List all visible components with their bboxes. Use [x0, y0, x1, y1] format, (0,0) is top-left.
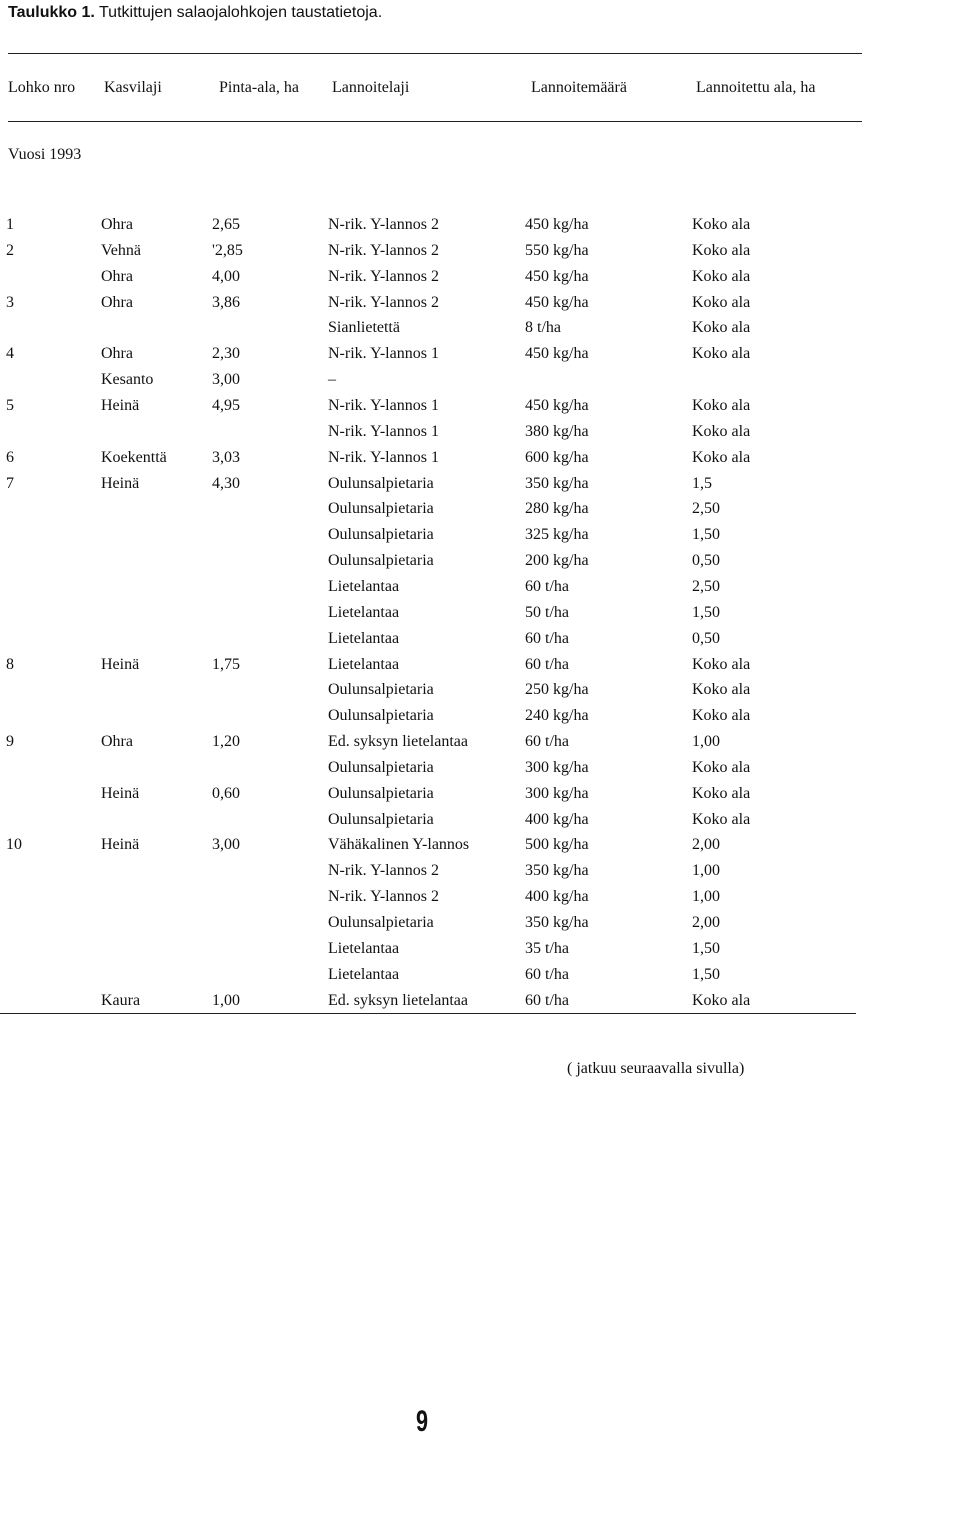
cell-lannoitemaara: 500 kg/ha	[525, 836, 589, 854]
cell-lannoitelaji: Vähäkalinen Y-lannos	[328, 836, 470, 854]
cell-lannoitelaji: Lietelantaa	[328, 655, 400, 673]
cell-lannoitemaara: 300 kg/ha	[525, 784, 589, 802]
cell-lannoitettu-ala: Koko ala	[692, 345, 751, 363]
cell-lannoitelaji: Lietelantaa	[328, 939, 400, 957]
cell-lannoitelaji: N-rik. Y-lannos 2	[328, 267, 439, 285]
cell-lannoitettu-ala: 2,00	[692, 914, 720, 931]
cell-lannoitelaji: Oulunsalpietaria	[328, 474, 434, 492]
cell-lannoitelaji: Lietelantaa	[328, 629, 400, 647]
cell-lohko-nro: 9	[6, 733, 14, 750]
cell-lannoitettu-ala: Koko ala	[692, 267, 751, 285]
cell-kasvilaji: Heinä	[101, 655, 140, 673]
cell-pinta-ala: 2,30	[212, 345, 240, 363]
cell-lannoitemaara: 350 kg/ha	[525, 862, 589, 880]
cell-lannoitettu-ala: 1,50	[692, 603, 720, 621]
cell-kasvilaji: Vehnä	[101, 241, 141, 259]
cell-pinta-ala: 4,95	[212, 397, 240, 414]
cell-lannoitemaara: 60 t/ha	[525, 577, 569, 595]
cell-lannoitettu-ala: 2,50	[692, 500, 720, 518]
cell-lannoitettu-ala: Koko ala	[692, 681, 751, 699]
cell-lannoitelaji: Oulunsalpietaria	[328, 552, 434, 569]
cell-lohko-nro: 5	[6, 397, 14, 414]
cell-lannoitemaara: 60 t/ha	[525, 733, 569, 750]
cell-lannoitettu-ala: Koko ala	[692, 655, 751, 673]
cell-lannoitemaara: 450 kg/ha	[525, 216, 589, 233]
cell-lannoitelaji: N-rik. Y-lannos 1	[328, 448, 439, 466]
cell-lannoitelaji: N-rik. Y-lannos 1	[328, 397, 439, 414]
cell-kasvilaji: Kesanto	[101, 371, 154, 389]
cell-pinta-ala: 1,20	[212, 733, 240, 750]
cell-pinta-ala: 1,75	[212, 655, 240, 673]
cell-lannoitelaji: N-rik. Y-lannos 2	[328, 862, 439, 880]
cell-lannoitettu-ala: 2,00	[692, 836, 720, 854]
cell-lannoitemaara: 35 t/ha	[525, 939, 569, 957]
cell-kasvilaji: Ohra	[101, 345, 133, 363]
header-pinta-ala: Pinta-ala, ha	[219, 79, 299, 96]
cell-lannoitettu-ala: Koko ala	[692, 991, 751, 1009]
cell-lannoitettu-ala: 1,00	[692, 862, 720, 880]
cell-lannoitelaji: Lietelantaa	[328, 965, 400, 983]
cell-lannoitettu-ala: 0,50	[692, 552, 720, 569]
cell-lohko-nro: 6	[6, 448, 14, 466]
cell-lannoitelaji: Oulunsalpietaria	[328, 758, 434, 776]
cell-pinta-ala: 3,86	[212, 293, 240, 311]
cell-lannoitelaji: Oulunsalpietaria	[328, 500, 434, 518]
cell-kasvilaji: Heinä	[101, 784, 140, 802]
year-label: Vuosi 1993	[8, 146, 82, 163]
cell-lannoitemaara: 380 kg/ha	[525, 422, 589, 440]
cell-lannoitemaara: 60 t/ha	[525, 655, 569, 673]
cell-lannoitettu-ala: Koko ala	[692, 758, 751, 776]
cell-lannoitettu-ala: Koko ala	[692, 293, 751, 311]
cell-lannoitettu-ala: Koko ala	[692, 319, 751, 337]
cell-lannoitettu-ala: 2,50	[692, 577, 720, 595]
cell-lannoitettu-ala: Koko ala	[692, 810, 751, 828]
cell-lannoitelaji: Sianlietettä	[328, 319, 400, 337]
cell-lannoitelaji: N-rik. Y-lannos 2	[328, 241, 439, 259]
cell-lannoitemaara: 450 kg/ha	[525, 267, 589, 285]
cell-lannoitelaji: Oulunsalpietaria	[328, 810, 434, 828]
cell-lannoitettu-ala: 1,5	[692, 474, 712, 492]
cell-lannoitelaji: Lietelantaa	[328, 603, 400, 621]
cell-lannoitelaji: Oulunsalpietaria	[328, 784, 434, 802]
cell-lannoitemaara: 600 kg/ha	[525, 448, 589, 466]
cell-kasvilaji: Ohra	[101, 267, 133, 285]
cell-lannoitettu-ala: Koko ala	[692, 448, 751, 466]
cell-lohko-nro: 4	[6, 345, 14, 363]
cell-pinta-ala: 2,65	[212, 216, 240, 233]
cell-kasvilaji: Koekenttä	[101, 448, 167, 466]
cell-lohko-nro: 2	[6, 241, 14, 259]
cell-lannoitettu-ala: 0,50	[692, 629, 720, 647]
cell-lannoitelaji: N-rik. Y-lannos 1	[328, 422, 439, 440]
cell-lannoitemaara: 60 t/ha	[525, 965, 569, 983]
cell-pinta-ala: 4,00	[212, 267, 240, 285]
cell-kasvilaji: Heinä	[101, 836, 140, 854]
cell-lannoitemaara: 450 kg/ha	[525, 397, 589, 414]
cell-lannoitettu-ala: 1,50	[692, 965, 720, 983]
cell-lannoitettu-ala: Koko ala	[692, 216, 751, 233]
cell-lannoitemaara: 350 kg/ha	[525, 914, 589, 931]
cell-lannoitemaara: 60 t/ha	[525, 991, 569, 1009]
cell-lannoitemaara: 400 kg/ha	[525, 810, 589, 828]
cell-lannoitemaara: 240 kg/ha	[525, 707, 589, 725]
cell-lannoitemaara: 50 t/ha	[525, 603, 569, 621]
cell-lannoitelaji: N-rik. Y-lannos 2	[328, 216, 439, 233]
cell-lannoitettu-ala: 1,00	[692, 733, 720, 750]
cell-pinta-ala: 3,00	[212, 836, 240, 854]
cell-lannoitemaara: 450 kg/ha	[525, 293, 589, 311]
table-title-text: Tutkittujen salaojalohkojen taustatietoja.	[99, 4, 383, 21]
cell-lannoitemaara: 300 kg/ha	[525, 758, 589, 776]
continuation-note: ( jatkuu seuraavalla sivulla)	[567, 1060, 745, 1077]
cell-lannoitemaara: 60 t/ha	[525, 629, 569, 647]
cell-kasvilaji: Ohra	[101, 733, 133, 750]
header-lannoitettu-ala: Lannoitettu ala, ha	[696, 79, 816, 96]
bottom-rule	[0, 1013, 856, 1014]
cell-pinta-ala: 4,30	[212, 474, 240, 492]
cell-lannoitettu-ala: Koko ala	[692, 397, 751, 414]
header-lannoitemaara: Lannoitemäärä	[531, 79, 627, 96]
cell-lohko-nro: 10	[6, 836, 22, 854]
cell-lannoitemaara: 350 kg/ha	[525, 474, 589, 492]
cell-pinta-ala: 3,03	[212, 448, 240, 466]
table-title-prefix: Taulukko 1.	[8, 4, 95, 21]
cell-lannoitelaji: N-rik. Y-lannos 2	[328, 888, 439, 906]
cell-kasvilaji: Ohra	[101, 293, 133, 311]
cell-pinta-ala: '2,85	[212, 241, 243, 259]
cell-lannoitelaji: N-rik. Y-lannos 1	[328, 345, 439, 363]
cell-lannoitemaara: 400 kg/ha	[525, 888, 589, 906]
cell-kasvilaji: Ohra	[101, 216, 133, 233]
cell-lannoitettu-ala: Koko ala	[692, 241, 751, 259]
cell-lannoitelaji: Lietelantaa	[328, 577, 400, 595]
header-lannoitelaji: Lannoitelaji	[332, 79, 410, 96]
header-lohko-nro: Lohko nro	[8, 79, 76, 96]
cell-lannoitettu-ala: 1,50	[692, 939, 720, 957]
cell-lohko-nro: 1	[6, 216, 14, 233]
cell-lannoitelaji: Oulunsalpietaria	[328, 526, 434, 544]
cell-lannoitettu-ala: 1,00	[692, 888, 720, 906]
cell-lannoitemaara: 280 kg/ha	[525, 500, 589, 518]
cell-lannoitelaji: Oulunsalpietaria	[328, 681, 434, 699]
cell-lannoitettu-ala: Koko ala	[692, 707, 751, 725]
cell-lannoitettu-ala: Koko ala	[692, 422, 751, 440]
cell-lannoitemaara: 450 kg/ha	[525, 345, 589, 363]
cell-lannoitemaara: 325 kg/ha	[525, 526, 589, 544]
cell-kasvilaji: Heinä	[101, 397, 140, 414]
cell-lannoitettu-ala: Koko ala	[692, 784, 751, 802]
cell-pinta-ala: 1,00	[212, 991, 240, 1009]
cell-lannoitemaara: 8 t/ha	[525, 319, 561, 337]
cell-lannoitemaara: 550 kg/ha	[525, 241, 589, 259]
cell-pinta-ala: 0,60	[212, 784, 240, 802]
cell-lannoitelaji: N-rik. Y-lannos 2	[328, 293, 439, 311]
cell-lannoitelaji: Oulunsalpietaria	[328, 914, 434, 931]
cell-lannoitettu-ala: 1,50	[692, 526, 720, 544]
cell-lannoitelaji: Ed. syksyn lietelantaa	[328, 733, 468, 750]
cell-lannoitemaara: 200 kg/ha	[525, 552, 589, 569]
cell-lannoitemaara: 250 kg/ha	[525, 681, 589, 699]
cell-pinta-ala: 3,00	[212, 371, 240, 389]
cell-lohko-nro: 7	[6, 474, 14, 492]
cell-lannoitelaji: –	[328, 371, 336, 389]
cell-lohko-nro: 8	[6, 655, 14, 673]
cell-lannoitelaji: Ed. syksyn lietelantaa	[328, 991, 468, 1009]
cell-lohko-nro: 3	[6, 293, 14, 311]
page-number: 9	[416, 1405, 429, 1438]
cell-kasvilaji: Heinä	[101, 474, 140, 492]
cell-lannoitelaji: Oulunsalpietaria	[328, 707, 434, 725]
header-kasvilaji: Kasvilaji	[104, 79, 162, 96]
cell-kasvilaji: Kaura	[101, 991, 141, 1009]
